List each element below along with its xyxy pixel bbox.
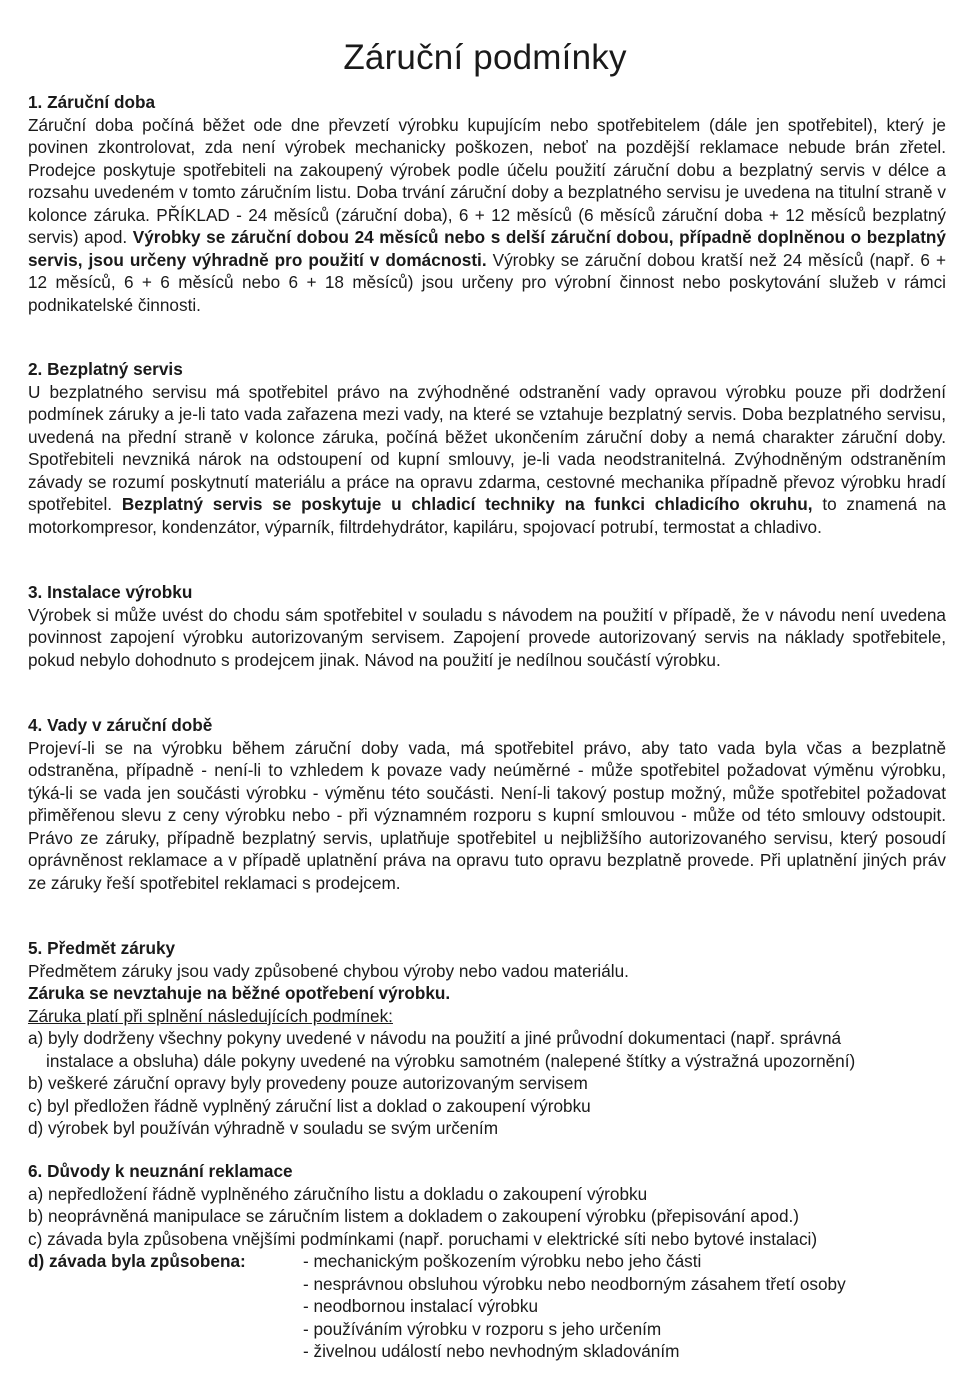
reason-d-label: d) závada byla způsobena: bbox=[28, 1251, 246, 1271]
body-text: Záruční doba počíná běžet ode dne převzetí výrobku kupujícím nebo spotřebitelem (dále jen spotřebitel), který je povinen zkontrolovat, zda není výrobek mechanicky poškozen, neboť na pozdější reklamace nebude brán zřetel. Prodejce poskytuje spotřebiteli na zakoupený výrobek podle účelu použití záruční dobu a bezplatný servis v délce a rozsahu uvedeném v tomto záručním listu. Doba trvání záruční doby a bezplatného servisu je uvedena na titulní straně v kolonce záruka. PŘÍKLAD - 24 měsíců (záruční doba), 6 + 12 měsíců (6 měsíců záruční doba + 12 měsíců bezplatný servis) apod. bbox=[28, 114, 946, 247]
condition-c: c) byl předložen řádně vyplněný záruční list a doklad o zakoupení výrobku bbox=[28, 1095, 591, 1116]
body-text: Výrobky se záruční dobou kratší než 24 měsíců (např. 6 + 12 měsíců, 6 + 6 měsíců nebo 6 + 18 měsíců) jsou určeny pro výrobní činnost nebo poskytování služeb v rámci podnikatelské činnosti. bbox=[28, 249, 946, 315]
section-heading: 6. Důvody k neuznání reklamace bbox=[28, 1161, 293, 1181]
condition-a: a) byly dodrženy všechny pokyny uvedené v návodu na použití a jiné průvodní dokumentaci (např. správná bbox=[28, 1028, 842, 1048]
conditions-intro: Záruka platí při splnění následujících podmínek: bbox=[28, 1005, 393, 1026]
reason-b: b) neoprávněná manipulace se záručním listem a dokladem o zakoupení výrobku (přepisování apod.) bbox=[28, 1206, 800, 1226]
section-body bbox=[28, 114, 946, 317]
reason-d-item: - nesprávnou obsluhou výrobku nebo neodborným zásahem třetí osoby bbox=[303, 1273, 846, 1294]
section-warranty-subject bbox=[28, 937, 946, 1140]
section-heading: 3. Instalace výrobku bbox=[28, 582, 193, 602]
condition-b: b) veškeré záruční opravy byly provedeny pouze autorizovaným servisem bbox=[28, 1073, 588, 1093]
reason-d-item: - neodbornou instalací výrobku bbox=[303, 1296, 539, 1316]
reason-d-item: - mechanickým poškozením výrobku nebo jeho části bbox=[303, 1251, 702, 1271]
reason-c: c) závada byla způsobena vnějšími podmínkami (např. poruchami v elektrické síti nebo bytové instalaci) bbox=[28, 1228, 818, 1249]
section-free-service bbox=[28, 358, 946, 538]
condition-d: d) výrobek byl používán výhradně v souladu se svým určením bbox=[28, 1118, 499, 1138]
page-title: Záruční podmínky bbox=[343, 38, 627, 77]
exclusion-line: Záruka se nevztahuje na běžné opotřebení výrobku. bbox=[28, 983, 451, 1003]
section-heading: 5. Předmět záruky bbox=[28, 938, 176, 958]
condition-a-continued: instalace a obsluha) dále pokyny uvedené na výrobku samotném (nalepené štítky a výstražná upozornění) bbox=[46, 1050, 856, 1071]
section-rejection-reasons bbox=[28, 1160, 946, 1363]
section-heading: 2. Bezplatný servis bbox=[28, 359, 183, 379]
body-bold: Bezplatný servis se poskytuje u chladicí techniky na funkci chladicího okruhu, bbox=[121, 494, 813, 514]
section-installation bbox=[28, 581, 946, 671]
section-warranty-period bbox=[28, 91, 946, 316]
section-heading: 1. Záruční doba bbox=[28, 92, 156, 112]
body-text: to znamená na motorkompresor, kondenzátor, výparník, filtrdehydrátor, kapiláru, spojovací potrubí, termostat a chladivo. bbox=[28, 494, 946, 537]
reason-d-item: - používáním výrobku v rozporu s jeho určením bbox=[303, 1318, 662, 1339]
reason-d bbox=[28, 1250, 946, 1363]
section-body bbox=[28, 381, 946, 539]
reason-d-list bbox=[303, 1250, 946, 1363]
body-text: U bezplatného servisu má spotřebitel právo na zvýhodněné odstranění vady opravou výrobku pouze při dodržení podmínek záruky a je-li tato vada zařazena mezi vady, na které se vztahuje bezplatný servis. Doba bezplatného servisu, uvedená na přední straně v kolonce záruka, počíná běžet ukončením záruční doby a nemá charakter záruční doby. Spotřebiteli nevzniká nárok na odstoupení od kupní smlouvy, je-li vada neodstranitelná. Zvýhodněným odstraněním závady se rozumí poskytnutí materiálu a práce na opravu zdarma, cestovné mechanika případně převoz výrobku hradí spotřebitel. bbox=[28, 381, 946, 514]
subject-line: Předmětem záruky jsou vady způsobené chybou výroby nebo vadou materiálu. bbox=[28, 960, 629, 981]
section-body: Výrobek si může uvést do chodu sám spotřebitel v souladu s návodem na použití v případě, že v návodu není uvedena povinnost zapojení výrobku autorizovaným servisem. Zapojení provede autorizovaný servis na náklady spotřebitele, pokud nebylo dohodnuto s prodejcem jinak. Návod na použití je nedílnou součástí výrobku. bbox=[28, 604, 946, 670]
body-bold: Výrobky se záruční dobou 24 měsíců nebo s delší záruční dobou, případně doplněnou o bezplatný servis, jsou určeny výhradně pro použití v domácnosti. bbox=[28, 227, 946, 270]
reason-d-item: - živelnou událostí nebo nevhodným skladováním bbox=[303, 1341, 680, 1361]
section-defects bbox=[28, 714, 946, 894]
reason-a: a) nepředložení řádně vyplněného záručního listu a dokladu o zakoupení výrobku bbox=[28, 1183, 648, 1204]
section-body: Projeví-li se na výrobku během záruční doby vada, má spotřebitel právo, aby tato vada byla včas a bezplatně odstraněna, případně - není-li to vzhledem k povaze vady neúměrné - může spotřebitel požadovat výměnu výrobku, týká-li se vada jen součásti výrobku - výměnu této součásti. Není-li takový postup možný, může spotřebitel požadovat přiměřenou slevu z ceny výrobku nebo - při významném rozporu s kupní smlouvou - může od této smlouvy odstoupit. Právo ze záruky, případně bezplatný servis, uplatňuje spotřebitel u nejbližšího autorizovaného servisu, který posoudí oprávněnost reklamace a v případě uplatnění práva na opravu tuto opravu bezplatně provede. Při uplatnění jiných práv ze záruky řeší spotřebitel reklamaci s prodejcem. bbox=[28, 737, 946, 893]
section-heading: 4. Vady v záruční době bbox=[28, 715, 213, 735]
